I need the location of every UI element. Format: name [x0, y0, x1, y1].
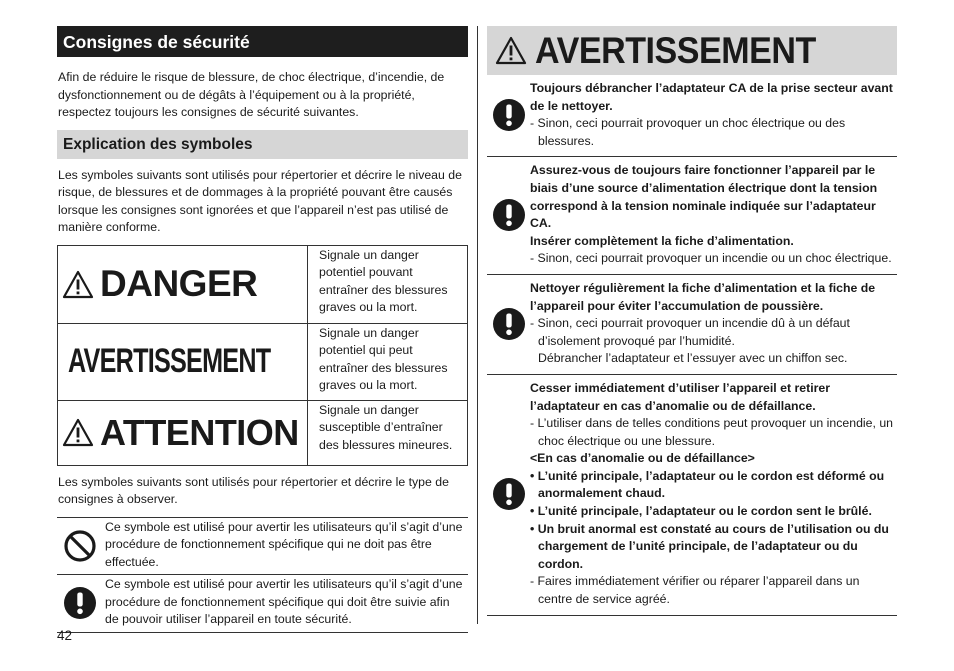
mandatory-icon — [492, 98, 526, 132]
warning-triangle-icon — [62, 270, 94, 299]
mandatory-icon — [492, 198, 526, 232]
warning-item — [487, 275, 897, 375]
avertissement-description: Signale un danger potentiel qui peut entraîner des blessures graves ou la mort. — [319, 325, 448, 392]
intro-paragraph: Afin de réduire le risque de blessure, de choc électrique, d’incendie, de dysfonctionnement ou de dégâts à l’équipement ou à la propriété, respectez toujours les consignes de sécurité suivantes. — [58, 70, 445, 119]
warning-remedy: Débrancher l’adaptateur et l’essuyer avec un chiffon sec. — [538, 351, 848, 366]
warning-instruction: Toujours débrancher l’adaptateur CA de la prise secteur avant de le nettoyer. — [530, 81, 893, 113]
warning-triangle-icon — [495, 36, 527, 65]
warning-instruction: Cesser immédiatement d’utiliser l’appareil et retirer l’adaptateur en cas d’anomalie ou de défaillance. — [530, 380, 831, 413]
warning-item — [487, 157, 897, 275]
types-paragraph: Les symboles suivants sont utilisés pour répertorier et décrire le type de consignes à observer. — [58, 474, 449, 506]
warning-instruction: Nettoyer régulièrement la fiche d’alimentation et la fiche de l’appareil pour éviter l’accumulation de poussière. — [530, 280, 876, 313]
warning-consequence: - Sinon, ceci pourrait provoquer un incendie dû à un défaut d’isolement provoqué par l’humidité. — [530, 316, 850, 348]
mandatory-icon — [492, 477, 526, 511]
attention-description: Signale un danger susceptible d’entraîner des blessures mineures. — [319, 402, 453, 452]
prohibition-icon — [63, 529, 97, 563]
page-number: 42 — [57, 628, 73, 643]
hazard-levels-table — [57, 245, 468, 466]
warning-item — [487, 375, 897, 616]
mandatory-icon — [492, 307, 526, 341]
level-row-danger — [58, 246, 467, 323]
warning-item — [487, 75, 897, 157]
avertissement-label: AVERTISSEMENT — [68, 342, 271, 380]
mandatory-row — [57, 574, 468, 632]
symbols-subheading: Explication des symboles — [57, 130, 468, 159]
banner-title: AVERTISSEMENT — [535, 29, 816, 71]
section-heading: Consignes de sécurité — [57, 26, 468, 57]
level-row-avertissement — [58, 323, 467, 400]
prohibition-description: Ce symbole est utilisé pour avertir les utilisateurs qu’il s’agit d’une procédure de fonctionnement spécifique qui ne doit pas être effectuée. — [105, 519, 463, 569]
right-column — [487, 26, 897, 616]
attention-label: ATTENTION — [100, 411, 299, 453]
danger-description: Signale un danger potentiel pouvant entraîner des blessures graves ou la mort. — [319, 247, 448, 314]
mandatory-description: Ce symbole est utilisé pour avertir les utilisateurs qu’il s’agit d’une procédure de fonctionnement spécifique qui doit être suivie afin de pouvoir utiliser l’appareil en toute sécurité. — [105, 577, 463, 626]
warning-consequence: - Sinon, ceci pourrait provoquer un choc électrique ou des blessures. — [530, 116, 846, 148]
level-row-attention — [58, 400, 467, 465]
warning-consequence: - Sinon, ceci pourrait provoquer un incendie ou un choc électrique. — [530, 251, 892, 266]
warning-triangle-icon — [62, 418, 94, 447]
danger-label: DANGER — [100, 263, 258, 304]
mandatory-icon — [63, 586, 97, 620]
warning-consequence: - L’utiliser dans de telles conditions peut provoquer un incendie, un choc électrique ou une blessure. — [530, 416, 893, 448]
warning-instruction: Assurez-vous de toujours faire fonctionner l’appareil par le biais d’une source d’alimentation électrique dont la tension correspond à la tension nominale indiquée sur l’adaptateur CA. — [530, 163, 878, 231]
instruction-symbols-table — [57, 517, 468, 633]
column-divider — [477, 26, 478, 624]
prohibition-row — [57, 518, 468, 575]
warning-instruction-extra: Insérer complètement la fiche d’alimentation. — [530, 233, 794, 248]
warning-banner — [487, 26, 897, 75]
anomaly-bullet: • Un bruit anormal est constaté au cours de l’utilisation ou du chargement de l’unité principale, de l’adaptateur ou du cordon. — [530, 521, 889, 571]
left-column — [57, 26, 468, 633]
levels-paragraph: Les symboles suivants sont utilisés pour répertorier et décrire le niveau de risque, de blessures et de dommages à la propriété pouvant être causés lorsque les consignes sont ignorées et que l’appareil n’est pas utilisé de manière conforme. — [58, 167, 462, 234]
anomaly-subheading: <En cas d’anomalie ou de défaillance> — [530, 451, 755, 466]
warning-remedy: - Faires immédiatement vérifier ou réparer l’appareil dans un centre de service agréé. — [530, 574, 860, 607]
anomaly-bullet: • L’unité principale, l’adaptateur ou le cordon est déformé ou anormalement chaud. — [530, 468, 885, 501]
anomaly-bullet: • L’unité principale, l’adaptateur ou le cordon sent le brûlé. — [530, 504, 872, 519]
